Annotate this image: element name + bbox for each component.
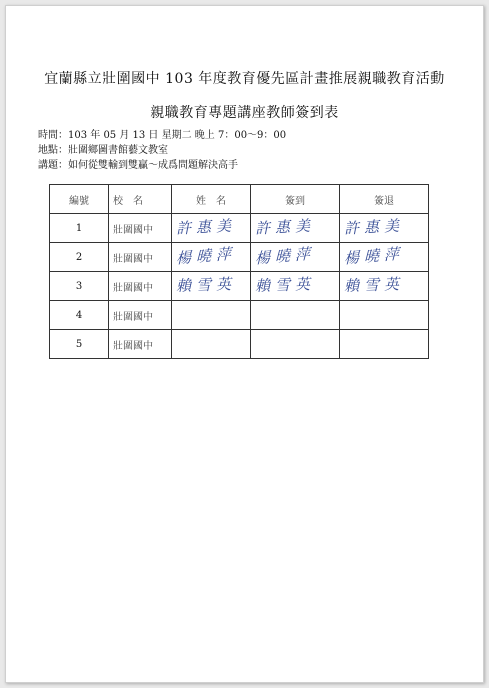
row-number: 3 [50,272,109,301]
sign-out-cell [340,243,429,272]
event-place: 地點：壯圍鄉圖書館藝文教室 [38,145,168,156]
table-row [50,330,429,359]
name-cell [172,243,251,272]
sign-in-cell [251,243,340,272]
name-cell [172,214,251,243]
event-topic: 講題：如何從雙輸到雙贏～成爲問題解決高手 [38,160,238,171]
row-school: 壯圍國中 [109,214,172,243]
document-subtitle: 親職教育專題講座教師簽到表 [150,105,339,121]
sign-in-table [49,184,429,359]
signature-sign-in: 許惠美 [254,216,316,238]
table-row [50,214,429,243]
sign-in-cell [251,214,340,243]
row-number: 5 [50,330,109,359]
row-school: 壯圍國中 [109,301,172,330]
table-header-row [50,185,429,214]
name-cell [172,272,251,301]
signature-name: 楊曉萍 [175,244,237,268]
document-title: 宜蘭縣立壯圍國中 103 年度教育優先區計畫推展親職教育活動 [44,71,445,87]
document-page [5,5,484,683]
signature-name: 許惠美 [175,216,237,238]
sign-in-cell [251,272,340,301]
row-number: 2 [50,243,109,272]
row-school: 壯圍國中 [109,272,172,301]
signature-sign-in: 賴雪英 [254,274,316,296]
signature-sign-out: 楊曉萍 [343,244,405,268]
row-school: 壯圍國中 [109,330,172,359]
sign-out-cell [340,272,429,301]
table-row [50,243,429,272]
row-number: 4 [50,301,109,330]
event-time: 時間：103 年 05 月 13 日 星期二 晚上 7：00～9：00 [38,130,287,141]
table-row [50,301,429,330]
header-school: 校 名 [109,185,172,214]
name-cell [172,301,251,330]
signature-name: 賴雪英 [175,274,237,296]
table-row [50,272,429,301]
sign-in-cell [251,330,340,359]
sign-in-cell [251,301,340,330]
sign-out-cell [340,301,429,330]
header-sign-in: 簽到 [251,185,340,214]
signature-sign-out: 賴雪英 [343,274,405,296]
header-sign-out: 簽退 [340,185,429,214]
signature-sign-out: 許惠美 [343,216,405,238]
name-cell [172,330,251,359]
header-name: 姓 名 [172,185,251,214]
header-number: 編號 [50,185,109,214]
sign-out-cell [340,330,429,359]
sign-out-cell [340,214,429,243]
signature-sign-in: 楊曉萍 [254,244,316,268]
row-number: 1 [50,214,109,243]
row-school: 壯圍國中 [109,243,172,272]
